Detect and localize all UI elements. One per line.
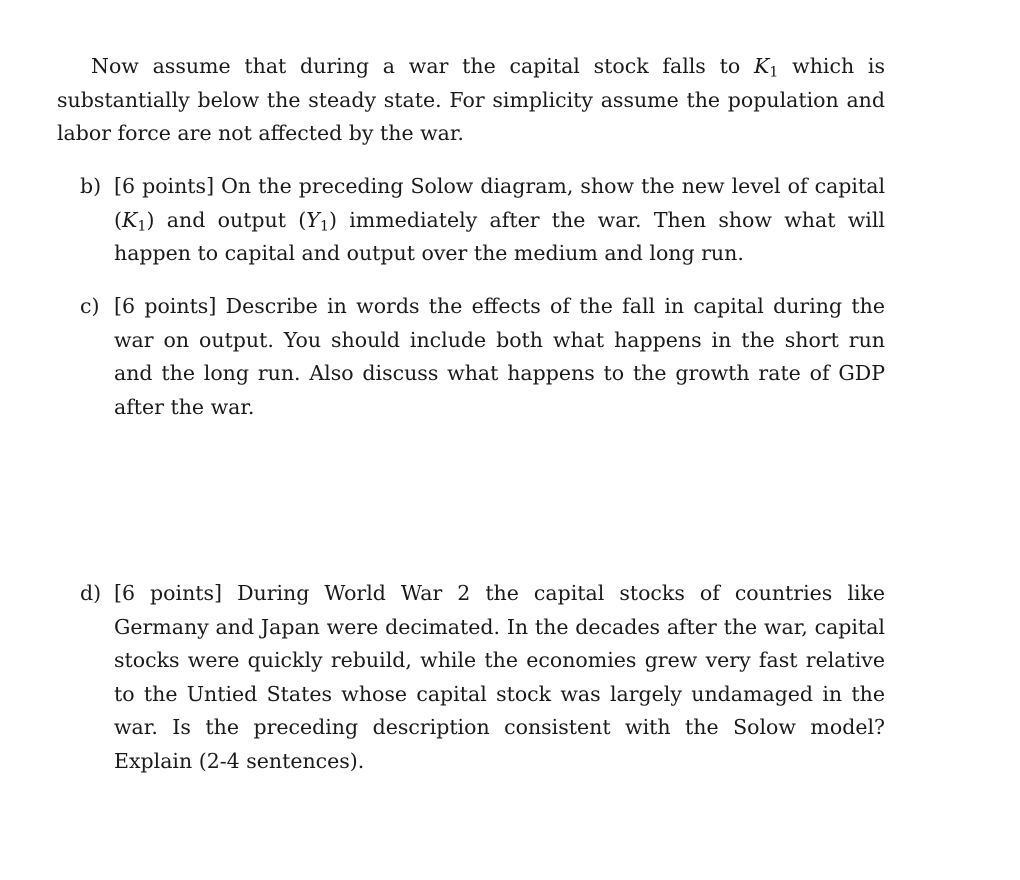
question-b bbox=[80, 170, 885, 271]
question-body: [6 points] Describe in words the effects of the fall in capital during the war on output. You should include both what happens in the short run and the long run. Also discuss what happens to the growth rate of GDP after the war. bbox=[114, 294, 885, 419]
question-label: c) bbox=[80, 294, 100, 318]
question-body: [6 points] On the preceding Solow diagram, show the new level of capital $(K_1)$ and output $(Y_1)$ immediately after the war. Then show what will happen to capital and output over the medium and long run. bbox=[114, 174, 885, 265]
question-points: [6 points] bbox=[114, 581, 223, 605]
capital-k1-symbol: $K_1$ bbox=[753, 54, 779, 81]
question-label: b) bbox=[80, 174, 102, 198]
question-points: [6 points] bbox=[114, 294, 217, 318]
question-d bbox=[80, 577, 885, 778]
question-label: d) bbox=[80, 581, 102, 605]
question-points: [6 points] bbox=[114, 174, 215, 198]
capital-k1-symbol: $K_1$ bbox=[122, 207, 147, 235]
intro-text-a: Now assume that during a war the capital stock falls to bbox=[91, 54, 754, 78]
intro-paragraph bbox=[57, 50, 885, 151]
output-y1-symbol: $Y_1$ bbox=[306, 207, 329, 235]
question-c bbox=[80, 290, 885, 424]
question-body: [6 points] During World War 2 the capital stocks of countries like Germany and Japan were decimated. In the decades after the war, capital stocks were quickly rebuild, while the economies grew very fast relative to the Untied States whose capital stock was largely undamaged in the war. Is the preceding description consistent with the Solow model? Explain (2-4 sentences). bbox=[114, 581, 885, 773]
intro-text-b: which is substantially below the steady state. For simplicity assume the population and labor force are not affected by the war. bbox=[57, 54, 885, 145]
